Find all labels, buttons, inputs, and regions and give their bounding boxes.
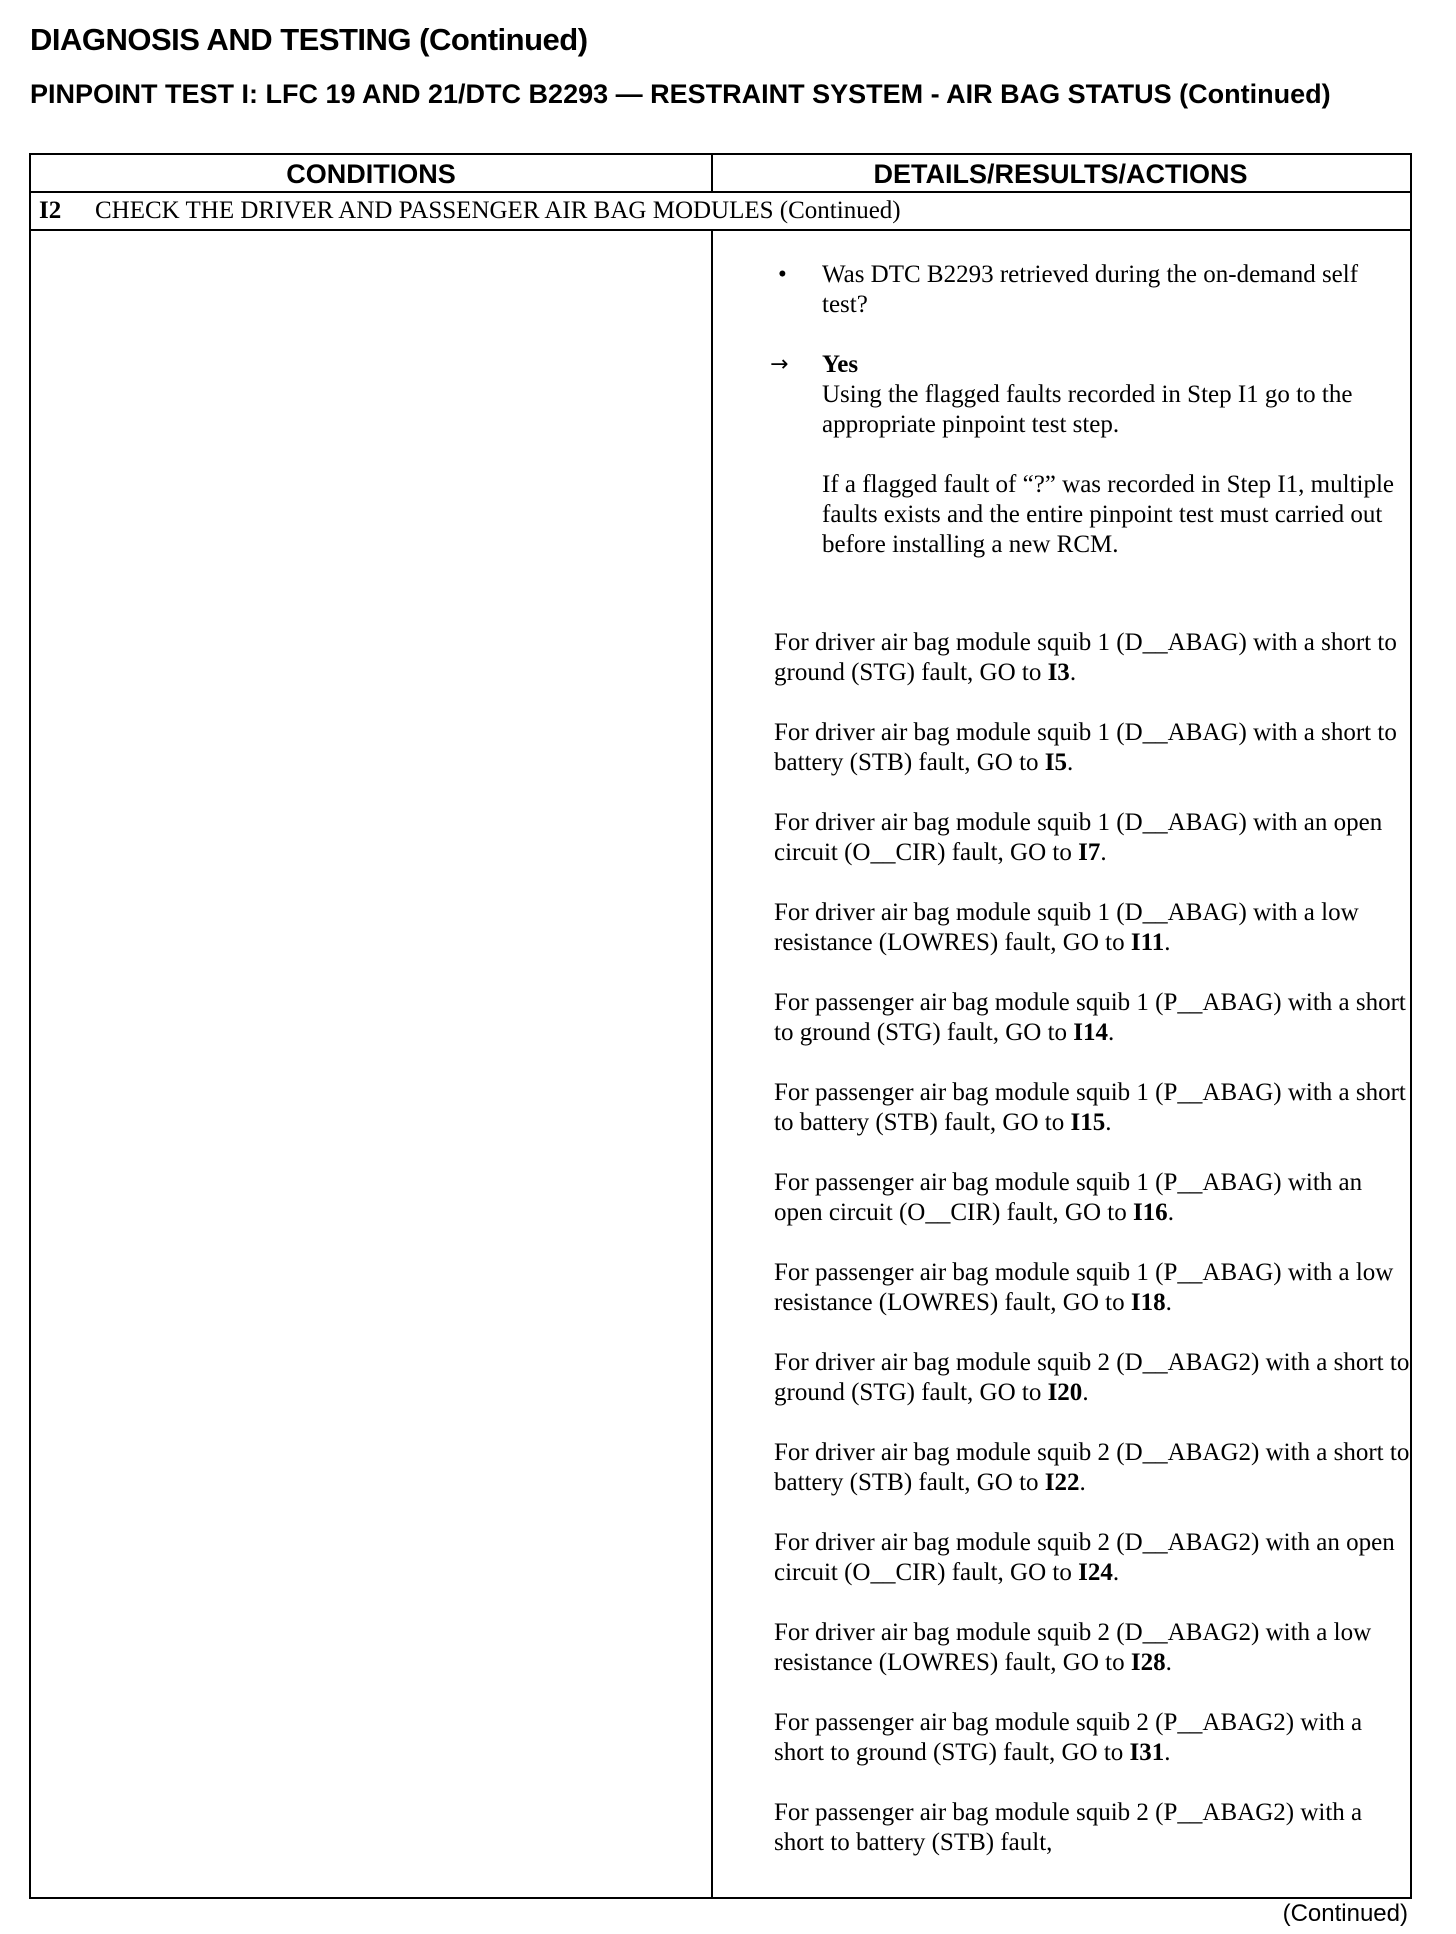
result-item (774, 1528, 1414, 1588)
continued-footer: (Continued) (1282, 1900, 1408, 1927)
goto-step: I14 (1073, 1019, 1109, 1046)
step-row (31, 193, 1410, 231)
question-text: Was DTC B2293 retrieved during the on-demand self test? (822, 261, 1359, 318)
result-end: . (1164, 929, 1171, 956)
result-text: For driver air bag module squib 1 (D__ABAG) with an open circuit (O__CIR) fault, GO to (774, 809, 1383, 866)
result-text: For driver air bag module squib 2 (D__ABAG2) with an open circuit (O__CIR) fault, GO to (774, 1529, 1395, 1586)
result-text: For driver air bag module squib 2 (D__ABAG2) with a short to battery (STB) fault, GO to (774, 1439, 1410, 1496)
goto-step: I22 (1044, 1469, 1080, 1496)
result-text: For passenger air bag module squib 1 (P__ABAG) with an open circuit (O__CIR) fault, GO to (774, 1169, 1363, 1226)
goto-step: I11 (1130, 929, 1165, 956)
answer-label: Yes (822, 351, 859, 378)
details-header: DETAILS/RESULTS/ACTIONS (711, 155, 1410, 193)
result-end: . (1165, 1289, 1172, 1316)
result-item (774, 898, 1414, 958)
result-text: For driver air bag module squib 2 (D__ABAG2) with a short to ground (STG) fault, GO to (774, 1349, 1410, 1406)
result-end: . (1112, 1559, 1120, 1586)
result-item (774, 1798, 1414, 1858)
goto-step: I3 (1047, 659, 1070, 686)
goto-step: I28 (1130, 1649, 1166, 1676)
goto-step: I16 (1132, 1199, 1168, 1226)
answer-yes (770, 350, 1410, 560)
result-text: For passenger air bag module squib 2 (P__ABAG2) with a short to battery (STB) fault, (774, 1799, 1363, 1856)
column-divider (711, 231, 713, 1897)
result-item (774, 1708, 1414, 1768)
arrow-right-icon: → (770, 352, 789, 377)
result-end: . (1167, 1199, 1174, 1226)
header-divider (711, 155, 713, 193)
result-text: For driver air bag module squib 1 (D__ABAG) with a short to battery (STB) fault, GO to (774, 719, 1397, 776)
result-end: . (1164, 1739, 1171, 1766)
result-end: . (1105, 1109, 1112, 1136)
step-id: I2 (39, 197, 62, 224)
goto-step: I7 (1078, 839, 1101, 866)
goto-step: I18 (1130, 1289, 1166, 1316)
result-item (774, 1618, 1414, 1678)
result-text: For driver air bag module squib 1 (D__ABAG) with a low resistance (LOWRES) fault, GO to (774, 899, 1359, 956)
goto-step: I5 (1044, 749, 1068, 776)
result-end: . (1069, 659, 1077, 686)
result-end: . (1108, 1019, 1115, 1046)
goto-step: I31 (1129, 1739, 1165, 1766)
result-text: For driver air bag module squib 1 (D__ABAG) with a short to ground (STG) fault, GO to (774, 629, 1397, 686)
answer-paragraph: If a flagged fault of “?” was recorded in Step I1, multiple faults exists and the entire pinpoint test must carried out before installing a new RCM. (822, 471, 1394, 558)
result-text: For passenger air bag module squib 1 (P__ABAG) with a low resistance (LOWRES) fault, GO to (774, 1259, 1394, 1316)
result-text: For driver air bag module squib 2 (D__ABAG2) with a low resistance (LOWRES) fault, GO to (774, 1619, 1372, 1676)
goto-step: I24 (1078, 1559, 1113, 1586)
result-item (774, 808, 1414, 868)
step-title: CHECK THE DRIVER AND PASSENGER AIR BAG MODULES (Continued) (95, 197, 901, 224)
result-end: . (1100, 839, 1107, 866)
result-item (774, 628, 1414, 688)
result-text: For passenger air bag module squib 2 (P__ABAG2) with a short to ground (STG) fault, GO to (774, 1709, 1363, 1766)
bullet-icon: • (778, 261, 787, 288)
details-question-block (770, 260, 1410, 590)
result-end: . (1079, 1469, 1086, 1496)
answer-paragraph: Using the flagged faults recorded in Step I1 go to the appropriate pinpoint test step. (822, 381, 1353, 438)
result-item (774, 1258, 1414, 1318)
page-title: DIAGNOSIS AND TESTING (Continued) (30, 22, 588, 57)
result-item (774, 1168, 1414, 1228)
result-text: For passenger air bag module squib 1 (P__ABAG) with a short to ground (STG) fault, GO to (774, 989, 1406, 1046)
result-text: For passenger air bag module squib 1 (P__ABAG) with a short to battery (STB) fault, GO to (774, 1079, 1406, 1136)
result-end: . (1067, 749, 1074, 776)
result-end: . (1165, 1649, 1172, 1676)
result-item (774, 988, 1414, 1048)
result-item (774, 1348, 1414, 1408)
pinpoint-test-title: PINPOINT TEST I: LFC 19 AND 21/DTC B2293 — RESTRAINT SYSTEM - AIR BAG STATUS (Continued) (30, 79, 1331, 109)
result-item (774, 1078, 1414, 1138)
question (770, 260, 1410, 320)
results-list (774, 628, 1414, 1888)
goto-step: I15 (1070, 1109, 1106, 1136)
goto-step: I20 (1047, 1379, 1083, 1406)
result-item (774, 1438, 1414, 1498)
conditions-header: CONDITIONS (31, 155, 711, 193)
result-end: . (1082, 1379, 1089, 1406)
result-item (774, 718, 1414, 778)
